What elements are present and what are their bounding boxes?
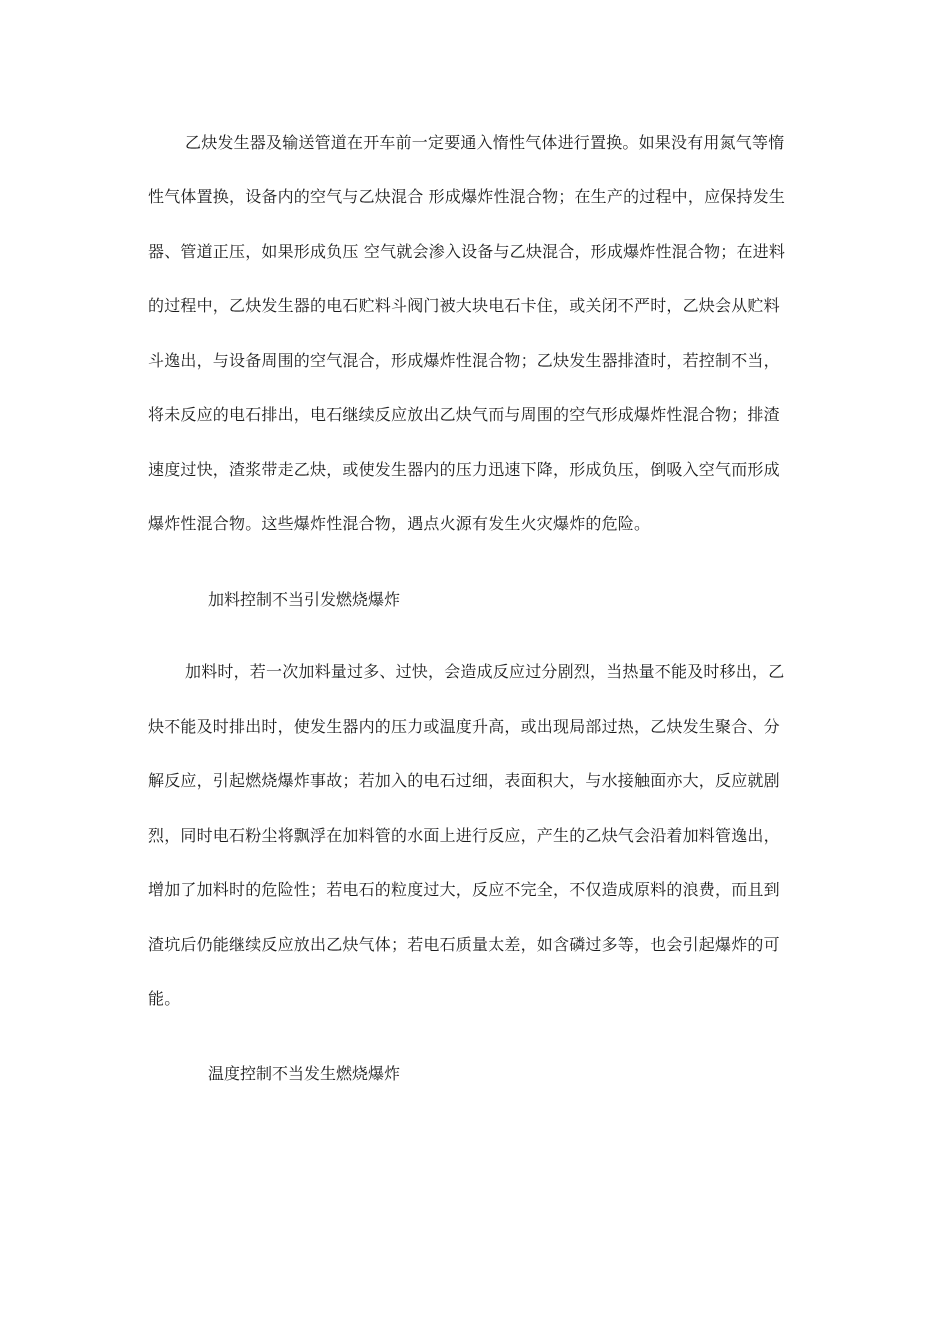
paragraph-1-line: 性气体置换，设备内的空气与乙炔混合 形成爆炸性混合物；在生产的过程中，应保持发生 [148, 187, 786, 206]
paragraph-2-line: 渣坑后仍能继续反应放出乙炔气体；若电石质量太差，如含磷过多等，也会引起爆炸的可 [148, 935, 780, 954]
paragraph-1-line: 的过程中，乙炔发生器的电石贮料斗阀门被大块电石卡住，或关闭不严时，乙炔会从贮料 [148, 296, 780, 315]
paragraph-1-line: 器、管道正压，如果形成负压 空气就会渗入设备与乙炔混合，形成爆炸性混合物；在进料 [148, 242, 786, 261]
paragraph-2-line: 增加了加料时的危险性；若电石的粒度过大，反应不完全，不仅造成原料的浪费，而且到 [148, 880, 780, 899]
paragraph-2-line: 解反应，引起燃烧爆炸事故；若加入的电石过细，表面积大，与水接触面亦大，反应就剧 [148, 771, 780, 790]
section-heading: 温度控制不当发生燃烧爆炸 [208, 1064, 401, 1083]
paragraph-1-line: 乙炔发生器及输送管道在开车前一定要通入惰性气体进行置换。如果没有用氮气等惰 [185, 133, 785, 152]
paragraph-1-line: 将未反应的电石排出，电石继续反应放出乙炔气而与周围的空气形成爆炸性混合物；排渣 [148, 405, 780, 424]
paragraph-2-line: 烈，同时电石粉尘将飘浮在加料管的水面上进行反应，产生的乙炔气会沿着加料管逸出， [148, 826, 780, 845]
paragraph-2-line: 能。 [148, 989, 181, 1008]
section-heading: 加料控制不当引发燃烧爆炸 [208, 590, 401, 609]
paragraph-1-line: 速度过快，渣浆带走乙炔，或使发生器内的压力迅速下降，形成负压，倒吸入空气而形成 [148, 460, 780, 479]
paragraph-2-line: 炔不能及时排出时，使发生器内的压力或温度升高，或出现局部过热，乙炔发生聚合、分 [148, 717, 780, 736]
paragraph-1-line: 爆炸性混合物。这些爆炸性混合物，遇点火源有发生火灾爆炸的危险。 [148, 514, 651, 533]
paragraph-1-line: 斗逸出，与设备周围的空气混合，形成爆炸性混合物；乙炔发生器排渣时，若控制不当， [148, 351, 780, 370]
paragraph-2-line: 加料时，若一次加料量过多、过快，会造成反应过分剧烈，当热量不能及时移出，乙 [185, 662, 785, 681]
